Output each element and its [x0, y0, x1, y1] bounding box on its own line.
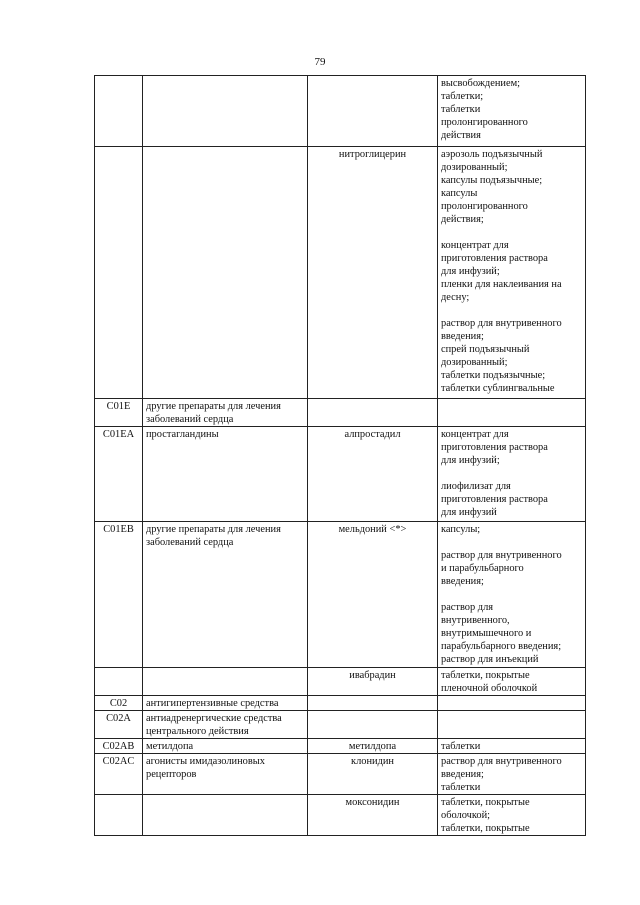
dosage-forms-cell: [438, 754, 586, 795]
table-row: [95, 147, 586, 399]
atc-code-cell: [95, 76, 143, 147]
group-name-cell: [143, 76, 308, 147]
table-row: [95, 76, 586, 147]
atc-code-cell: C01EA: [95, 427, 143, 522]
dosage-forms-cell-line: раствор для внутривенного: [441, 550, 562, 561]
atc-code-cell: [95, 668, 143, 696]
atc-code-cell: [95, 147, 143, 399]
page-number: 79: [314, 56, 326, 68]
group-name-cell-line: другие препараты для лечения: [146, 401, 281, 412]
atc-code-cell: C02AB: [95, 739, 143, 754]
dosage-forms-cell-line: приготовления раствора: [441, 442, 548, 453]
dosage-forms-cell-line: таблетки: [441, 782, 481, 793]
atc-code-cell: [95, 795, 143, 836]
dosage-forms-cell-line: капсулы: [441, 188, 478, 199]
group-name-cell: [143, 739, 308, 754]
atc-code-cell: C01EB: [95, 522, 143, 668]
dosage-forms-cell-line: таблетки: [441, 104, 481, 115]
dosage-forms-cell-line: дозированный;: [441, 357, 508, 368]
dosage-forms-cell-line: оболочкой;: [441, 810, 491, 821]
group-name-cell-line: антигипертензивные средства: [146, 698, 279, 709]
dosage-forms-cell-line: концентрат для: [441, 429, 509, 440]
dosage-forms-cell-line: пленочной оболочкой: [441, 683, 538, 694]
dosage-forms-cell-line: пленки для наклеивания на: [441, 279, 562, 290]
dosage-forms-cell: [438, 739, 586, 754]
table-row: [95, 754, 586, 795]
group-name-cell-line: агонисты имидазолиновых: [146, 756, 265, 767]
dosage-forms-cell-line: таблетки;: [441, 91, 484, 102]
dosage-forms-cell-line: таблетки: [441, 741, 481, 752]
dosage-forms-cell-line: введения;: [441, 769, 484, 780]
dosage-forms-cell: [438, 711, 586, 739]
dosage-forms-cell-line: пролонгированного: [441, 201, 528, 212]
group-name-cell: [143, 696, 308, 711]
group-name-cell: [143, 427, 308, 522]
drug-name-cell: ивабрадин: [308, 668, 438, 696]
dosage-forms-cell-line: и парабульбарного: [441, 563, 524, 574]
group-name-cell-line: рецепторов: [146, 769, 197, 780]
drug-name-cell: мельдоний <*>: [308, 522, 438, 668]
dosage-forms-cell: [438, 76, 586, 147]
group-name-cell: [143, 754, 308, 795]
drug-name-cell: алпростадил: [308, 427, 438, 522]
group-name-cell-line: другие препараты для лечения: [146, 524, 281, 535]
dosage-forms-cell-line: приготовления раствора: [441, 253, 548, 264]
dosage-forms-cell-line: высвобождением;: [441, 78, 521, 89]
dosage-forms-cell-line: действия: [441, 130, 481, 141]
dosage-forms-cell-line: действия;: [441, 214, 484, 225]
dosage-forms-cell-line: раствор для инъекций: [441, 654, 539, 665]
dosage-forms-cell-line: десну;: [441, 292, 470, 303]
drug-name-cell: [308, 711, 438, 739]
dosage-forms-cell-line: раствор для внутривенного: [441, 756, 562, 767]
dosage-forms-cell-line: приготовления раствора: [441, 494, 548, 505]
group-name-cell-line: метилдопа: [146, 741, 194, 752]
dosage-forms-cell-line: раствор для внутривенного: [441, 318, 562, 329]
atc-code-cell: C01E: [95, 399, 143, 427]
dosage-forms-cell: [438, 696, 586, 711]
dosage-forms-cell-line: капсулы;: [441, 524, 481, 535]
dosage-forms-cell: [438, 795, 586, 836]
table-row: [95, 399, 586, 427]
drug-name-cell: [308, 399, 438, 427]
dosage-forms-cell-line: внутривенного,: [441, 615, 510, 626]
dosage-forms-cell-line: парабульбарного введения;: [441, 641, 562, 652]
dosage-forms-cell-line: таблетки сублингвальные: [441, 383, 555, 394]
dosage-forms-cell-line: таблетки, покрытые: [441, 797, 530, 808]
dosage-forms-cell-line: лиофилизат для: [441, 481, 511, 492]
dosage-forms-cell: [438, 427, 586, 522]
dosage-forms-cell-line: для инфузий: [441, 507, 497, 518]
dosage-forms-cell-line: введения;: [441, 331, 484, 342]
group-name-cell: [143, 711, 308, 739]
dosage-forms-cell: [438, 522, 586, 668]
group-name-cell: [143, 522, 308, 668]
dosage-forms-cell-line: введения;: [441, 576, 484, 587]
dosage-forms-cell: [438, 147, 586, 399]
dosage-forms-cell-line: аэрозоль подъязычный: [441, 149, 543, 160]
group-name-cell-line: заболеваний сердца: [146, 414, 234, 425]
drug-name-cell: клонидин: [308, 754, 438, 795]
table-row: [95, 739, 586, 754]
group-name-cell-line: центрального действия: [146, 726, 249, 737]
group-name-cell-line: антиадренергические средства: [146, 713, 282, 724]
table-row: [95, 711, 586, 739]
atc-code-cell: C02A: [95, 711, 143, 739]
dosage-forms-cell-line: спрей подъязычный: [441, 344, 530, 355]
group-name-cell-line: простагландины: [146, 429, 219, 440]
dosage-forms-cell-line: пролонгированного: [441, 117, 528, 128]
drug-name-cell: нитроглицерин: [308, 147, 438, 399]
table-row: [95, 696, 586, 711]
dosage-forms-cell-line: таблетки подъязычные;: [441, 370, 546, 381]
atc-code-cell: C02AC: [95, 754, 143, 795]
drug-name-cell: [308, 76, 438, 147]
atc-code-cell: C02: [95, 696, 143, 711]
dosage-forms-cell-line: раствор для: [441, 602, 494, 613]
drug-name-cell: [308, 696, 438, 711]
dosage-forms-cell-line: таблетки, покрытые: [441, 823, 530, 834]
dosage-forms-cell: [438, 399, 586, 427]
dosage-forms-cell-line: для инфузий;: [441, 266, 500, 277]
dosage-forms-cell-line: концентрат для: [441, 240, 509, 251]
dosage-forms-cell-line: внутримышечного и: [441, 628, 532, 639]
dosage-forms-cell-line: капсулы подъязычные;: [441, 175, 543, 186]
dosage-forms-cell-line: таблетки, покрытые: [441, 670, 530, 681]
dosage-forms-cell: [438, 668, 586, 696]
table-row: [95, 668, 586, 696]
dosage-forms-cell-line: для инфузий;: [441, 455, 500, 466]
drug-name-cell: моксонидин: [308, 795, 438, 836]
dosage-forms-cell-line: дозированный;: [441, 162, 508, 173]
table-row: [95, 427, 586, 522]
group-name-cell: [143, 795, 308, 836]
group-name-cell: [143, 399, 308, 427]
table-row: [95, 522, 586, 668]
drug-name-cell: метилдопа: [308, 739, 438, 754]
drug-classification-table: [94, 75, 586, 836]
group-name-cell: [143, 668, 308, 696]
group-name-cell-line: заболеваний сердца: [146, 537, 234, 548]
group-name-cell: [143, 147, 308, 399]
table-row: [95, 795, 586, 836]
